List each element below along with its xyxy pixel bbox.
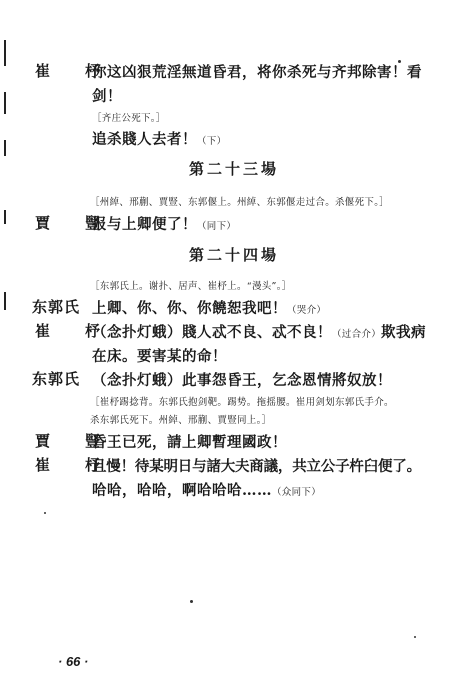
dialogue-line xyxy=(92,297,326,318)
dialogue-line xyxy=(92,128,226,149)
scan-speck xyxy=(44,512,46,514)
dialogue-text: 报与上卿便了！ xyxy=(92,216,197,233)
dialogue-line xyxy=(92,479,321,500)
dialogue-line xyxy=(92,321,426,342)
stage-direction: ［州綽、邢蒯、賈豎、东郭偃上。州綽、东郭偃走过合。杀偃死下。］ xyxy=(90,197,390,208)
speaker-dongguo-shi: 东郭氏 xyxy=(32,298,81,316)
dialogue-line: 你这凶狠荒淫無道昏君，将你杀死与齐邦除害！看 xyxy=(92,64,422,81)
stage-direction: ［齐庄公死下。］ xyxy=(92,113,166,124)
dialogue-line xyxy=(92,213,236,234)
scan-speck xyxy=(190,600,193,603)
scan-speck xyxy=(398,60,401,63)
stage-direction: 杀东郭氏死下。州綽、邢蒯、賈豎同上。］ xyxy=(90,415,272,426)
dialogue-text: 欺我病 xyxy=(381,324,427,341)
dialogue-line: （念扑灯蛾）此事怨昏王，乞念恩情將奴放！ xyxy=(92,372,392,389)
speaker-cui-zhu: 崔 杼 xyxy=(35,62,111,80)
speaker-dongguo-shi: 东郭氏 xyxy=(32,370,81,388)
stage-note: （众同下） xyxy=(272,487,322,498)
scan-edge-mark xyxy=(4,40,6,66)
speaker-cui-zhu: 崔 杼 xyxy=(35,322,111,340)
dialogue-line: 剑！ xyxy=(92,88,122,105)
dialogue-text: 哈哈，哈哈，啊哈哈哈…… xyxy=(92,482,272,499)
stage-note: （哭介） xyxy=(287,305,327,316)
dialogue-line: 且慢！待某明日与諸大夫商議，共立公子杵臼便了。 xyxy=(92,458,421,475)
speaker-jia-shu: 賈 豎 xyxy=(35,214,111,232)
stage-note: （过合介） xyxy=(332,329,382,340)
dialogue-text: 追杀賤人去者！ xyxy=(92,131,197,148)
scan-edge-mark xyxy=(4,210,6,224)
scene-heading-23: 第二十三場 xyxy=(188,160,279,178)
dialogue-text: （念扑灯蛾）賤人忒不良、忒不良！ xyxy=(92,324,332,341)
stage-note: （同下） xyxy=(197,221,237,232)
scan-edge-mark xyxy=(4,92,6,114)
speaker-cui-zhu: 崔 杼 xyxy=(35,456,111,474)
scan-speck xyxy=(414,636,416,638)
speaker-jia-shu: 賈 豎 xyxy=(35,432,111,450)
dialogue-text: 上卿、你、你、你饒恕我吧！ xyxy=(92,300,287,317)
dialogue-line: 昏王已死，請上卿暫理國政！ xyxy=(92,434,287,451)
scene-heading-24: 第二十四場 xyxy=(188,246,279,264)
stage-direction: ［崔杼踢捻背。东郭氏抱剑靶。踢势。拖摇腰。崔用剑划东郭氏手介。 xyxy=(90,397,394,408)
stage-direction: ［东郭氏上。谢扑、居声、崔杼上。“漫头”。］ xyxy=(90,281,292,292)
dialogue-line: 在床。要害某的命！ xyxy=(92,348,227,365)
scan-edge-mark xyxy=(4,140,6,156)
scan-edge-mark xyxy=(4,292,6,310)
page-number: · 66 · xyxy=(58,654,89,669)
stage-note: （下） xyxy=(197,136,227,147)
